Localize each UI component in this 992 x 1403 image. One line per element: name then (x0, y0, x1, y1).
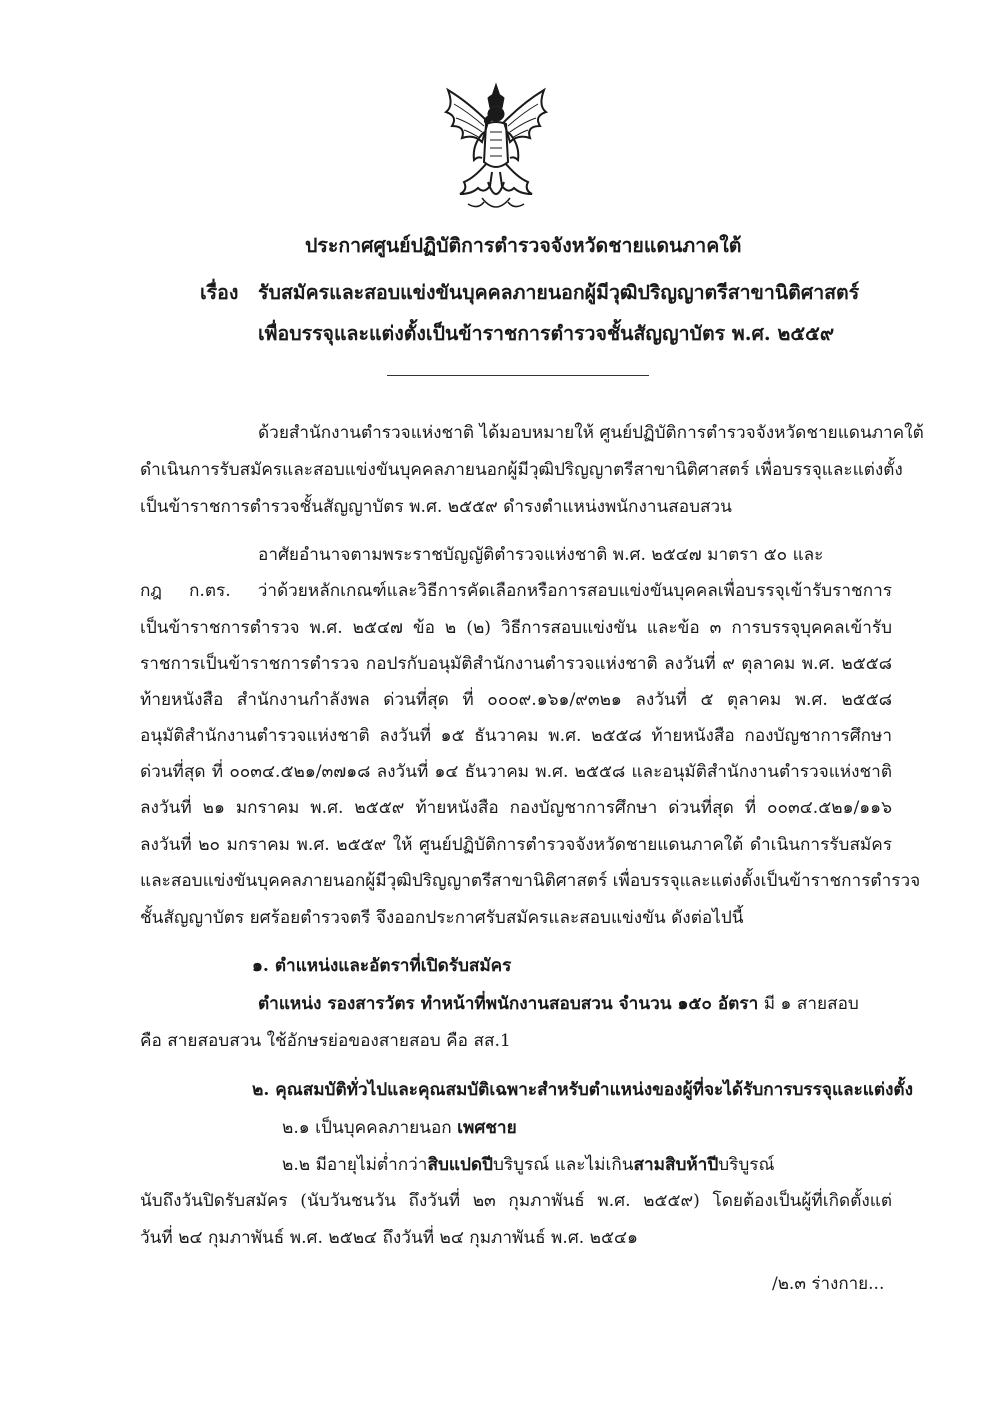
section-2-item-2-line-2: นับถึงวันปิดรับสมัคร (นับวันชนวัน ถึงวันที่ ๒๓ กุมภาพันธ์ พ.ศ. ๒๕๕๙) โดยต้องเป็นผู้ที่เกิดตั้งแต่ (140, 1191, 892, 1211)
section-1-position-text: ตำแหน่ง รองสารวัตร ทำหน้าที่พนักงานสอบสวน จำนวน ๑๕๐ อัตรา (258, 994, 759, 1014)
section-2-item-2-min-age: สิบแปดปี (427, 1155, 493, 1175)
paragraph-2-line-8: ลงวันที่ ๒๑ มกราคม พ.ศ. ๒๕๕๙ ท้ายหนังสือ กองบัญชาการศึกษา ด่วนที่สุด ที่ ๐๐๓๔.๕๒๑/๑๑๖ (140, 798, 892, 818)
subject-line-2: เพื่อบรรจุและแต่งตั้งเป็นข้าราชการตำรวจชั้นสัญญาบัตร พ.ศ. ๒๕๕๙ (258, 322, 835, 345)
subject-label: เรื่อง (200, 281, 239, 304)
section-2-item-2-line-3: วันที่ ๒๔ กุมภาพันธ์ พ.ศ. ๒๕๒๔ ถึงวันที่ ๒๔ กุมภาพันธ์ พ.ศ. ๒๕๔๑ (140, 1228, 638, 1248)
section-2-heading: ๒. คุณสมบัติทั่วไปและคุณสมบัติเฉพาะสำหรับตำแหน่งของผู้ที่จะได้รับการบรรจุและแต่งตั้ง (252, 1080, 913, 1100)
section-1-line-1-rest: มี ๑ สายสอบ (758, 994, 859, 1014)
subject-line-1: รับสมัครและสอบแข่งขันบุคคลภายนอกผู้มีวุฒิปริญญาตรีสาขานิติศาสตร์ (258, 281, 860, 304)
paragraph-2-line-5: ท้ายหนังสือ สำนักงานกำลังพล ด่วนที่สุด ที่ ๐๐๐๙.๑๖๑/๙๓๒๑ ลงวันที่ ๕ ตุลาคม พ.ศ. ๒๕๕๘ (140, 690, 892, 710)
continuation-note: /๒.๓ ร่างกาย... (772, 1274, 885, 1294)
paragraph-2-line-3: เป็นข้าราชการตำรวจ พ.ศ. ๒๕๔๗ ข้อ ๒ (๒) วิธีการสอบแข่งขัน และข้อ ๓ การบรรจุบุคคลเข้ารับ (140, 618, 892, 638)
section-2-item-2-part-e: บริบูรณ์ (718, 1155, 775, 1175)
section-2-item-1-prefix: ๒.๑ เป็นบุคคลภายนอก (282, 1118, 458, 1138)
paragraph-2-line-6: อนุมัติสำนักงานตำรวจแห่งชาติ ลงวันที่ ๑๕ ธันวาคม พ.ศ. ๒๕๕๘ ท้ายหนังสือ กองบัญชาการศึกษา (140, 726, 892, 746)
paragraph-2-line-11: ชั้นสัญญาบัตร ยศร้อยตำรวจตรี จึงออกประกาศรับสมัครและสอบแข่งขัน ดังต่อไปนี้ (140, 908, 744, 928)
paragraph-2-line-4: ราชการเป็นข้าราชการตำรวจ กอปรกับอนุมัติสำนักงานตำรวจแห่งชาติ ลงวันที่ ๙ ตุลาคม พ.ศ. ๒๕๕๘ (140, 654, 892, 674)
section-2-item-2-line-1 (282, 1157, 892, 1174)
paragraph-2-line-9: ลงวันที่ ๒๐ มกราคม พ.ศ. ๒๕๕๙ ให้ ศูนย์ปฏิบัติการตำรวจจังหวัดชายแดนภาคใต้ ดำเนินการรับสมัคร (140, 835, 892, 855)
garuda-emblem-icon (438, 82, 554, 218)
section-2-item-2-max-age: สามสิบห้าปี (633, 1155, 719, 1175)
paragraph-1-line-2: ดำเนินการรับสมัครและสอบแข่งขันบุคคลภายนอกผู้มีวุฒิปริญญาตรีสาขานิติศาสตร์ เพื่อบรรจุและแต่งตั้ง (140, 460, 903, 480)
section-2-item-1-gender: เพศชาย (457, 1118, 517, 1138)
section-2-item-2-part-a: ๒.๒ มีอายุไม่ต่ำกว่า (282, 1155, 428, 1175)
paragraph-2-line-2: กฎ ก.ตร. ว่าด้วยหลักเกณฑ์และวิธีการคัดเลือกหรือการสอบแข่งขันบุคคลเพื่อบรรจุเข้ารับราชการ (140, 581, 892, 601)
paragraph-2-line-1: อาศัยอำนาจตามพระราชบัญญัติตำรวจแห่งชาติ พ.ศ. ๒๕๔๗ มาตรา ๕๐ และ (258, 545, 824, 565)
announcement-title: ประกาศศูนย์ปฏิบัติการตำรวจจังหวัดชายแดนภาคใต้ (305, 234, 742, 257)
section-1-line-2: คือ สายสอบสวน ใช้อักษรย่อของสายสอบ คือ สส.1 (140, 1031, 511, 1051)
section-1-heading: ๑. ตำแหน่งและอัตราที่เปิดรับสมัคร (252, 956, 512, 976)
paragraph-2-line-10: และสอบแข่งขันบุคคลภายนอกผู้มีวุฒิปริญญาตรีสาขานิติศาสตร์ เพื่อบรรจุและแต่งตั้งเป็นข้าราชการตำรวจ (140, 871, 921, 891)
section-1-line-1 (258, 996, 892, 1013)
section-2-item-2-part-c: บริบูรณ์ และไม่เกิน (492, 1155, 634, 1175)
paragraph-1-line-1: ด้วยสำนักงานตำรวจแห่งชาติ ได้มอบหมายให้ ศูนย์ปฏิบัติการตำรวจจังหวัดชายแดนภาคใต้ (258, 423, 924, 443)
paragraph-1-line-3: เป็นข้าราชการตำรวจชั้นสัญญาบัตร พ.ศ. ๒๕๕๙ ดำรงตำแหน่งพนักงานสอบสวน (140, 497, 732, 517)
header-divider (387, 375, 649, 376)
section-2-item-1 (282, 1120, 892, 1137)
paragraph-2-line-7: ด่วนที่สุด ที่ ๐๐๓๔.๕๒๑/๓๗๑๘ ลงวันที่ ๑๔ ธันวาคม พ.ศ. ๒๕๕๘ และอนุมัติสำนักงานตำรวจแห่งชาติ (140, 762, 892, 782)
